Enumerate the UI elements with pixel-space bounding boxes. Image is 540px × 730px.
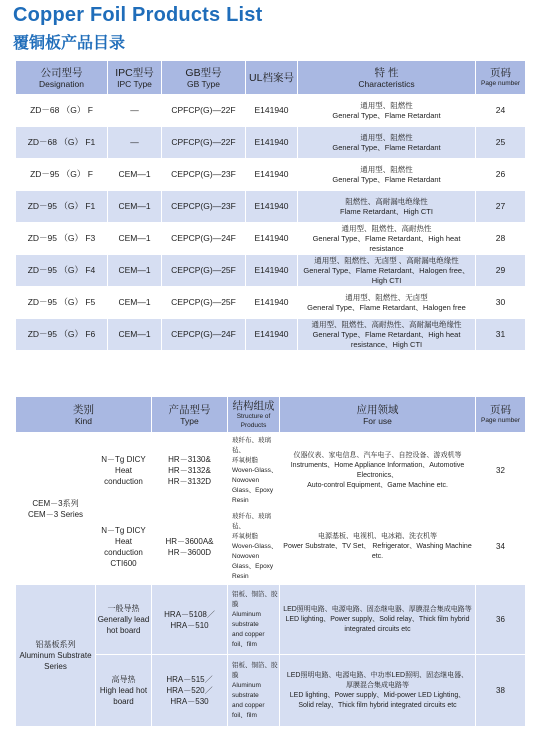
cell-subtype: 一般导热 Generally lead hot board [96,585,152,655]
cell-designation: ZD－95 （G） F4 [16,255,108,287]
cell-ul: E141940 [246,191,298,223]
cell-ipc: CEM—1 [108,255,162,287]
cell-for-use: LED照明电路、电源电路、固态继电器、厚膜混合集成电路等 LED lighting、Power supply、Solid relay、Thick film hybrid integrated circuits etc [280,585,476,655]
header-type: 产品型号 Type [152,397,228,433]
cell-structure: 玻纤布、玻璃毡、 环氧树脂 Woven-Glass、Nowoven Glass、Epoxy Resin [228,509,280,585]
table-row [16,433,526,509]
cell-gb: CPFCP(G)—22F [162,95,246,127]
header-gb-type: GB型号 GB Type [162,61,246,95]
cell-ul: E141940 [246,127,298,159]
cell-ipc: — [108,95,162,127]
copper-foil-products-table [15,60,526,351]
table-row [16,255,526,287]
cell-gb: CEPCP(G)—23F [162,159,246,191]
cell-ipc: CEM—1 [108,287,162,319]
cell-characteristics: 通用型、阻燃性 General Type、Flame Retardant [298,95,476,127]
cell-product-type: HR－3600A& HR－3600D [152,509,228,585]
cell-product-type: HRA－5108／ HRA－510 [152,585,228,655]
cell-ul: E141940 [246,223,298,255]
cell-gb: CEPCP(G)—23F [162,191,246,223]
cell-product-type: HR－3130& HR－3132& HR－3132D [152,433,228,509]
table-header-row [16,61,526,95]
cell-page: 27 [476,191,526,223]
cell-designation: ZD－68 （G） F1 [16,127,108,159]
cell-designation: ZD－95 （G） F6 [16,319,108,351]
cell-gb: CEPCP(G)—25F [162,255,246,287]
header-characteristics: 特 性 Characteristics [298,61,476,95]
cell-ipc: CEM—1 [108,223,162,255]
header-designation: 公司型号 Designation [16,61,108,95]
header-ipc-type: IPC型号 IPC Type [108,61,162,95]
header-for-use: 应用领域 For use [280,397,476,433]
cell-page: 38 [476,655,526,727]
table-row [16,127,526,159]
header-kind: 类别 Kind [16,397,152,433]
cell-gb: CEPCP(G)—24F [162,223,246,255]
header-page-number: 页码 Page number [476,61,526,95]
cell-structure: 玻纤布、玻璃毡、 环氧树脂 Woven-Glass、Nowoven Glass、Epoxy Resin [228,433,280,509]
table-row [16,223,526,255]
cell-structure: 铝板、铜箔、胶膜 Aluminum substrate and copper foil、film [228,655,280,727]
cell-subtype: 高导热 High lead hot board [96,655,152,727]
table-row [16,159,526,191]
cell-page: 25 [476,127,526,159]
page-title-zh: 覆铜板产品目录 [13,35,126,52]
cell-structure: 铝板、铜箔、胶膜 Aluminum substrate and copper foil、film [228,585,280,655]
cell-designation: ZD－95 （G） F1 [16,191,108,223]
header-structure: 结构组成 Structure of Products [228,397,280,433]
cell-subtype: N－Tg DICY Heat conduction CTI600 [96,509,152,585]
header-ul: UL档案号 [246,61,298,95]
cell-characteristics: 通用型、阻燃性 General Type、Flame Retardant [298,159,476,191]
cell-page: 24 [476,95,526,127]
cell-ul: E141940 [246,255,298,287]
table-row [16,191,526,223]
cell-designation: ZD－95 （G） F3 [16,223,108,255]
cell-characteristics: 阻燃性、高耐漏电绝缘性 Flame Retardant、High CTI [298,191,476,223]
cell-ipc: CEM—1 [108,191,162,223]
cell-page: 29 [476,255,526,287]
cell-kind-cem3: CEM－3系列 CEM－3 Series [16,433,96,585]
table-header-row [16,397,526,433]
cell-designation: ZD－68 （G） F [16,95,108,127]
cell-designation: ZD－95 （G） F [16,159,108,191]
cell-subtype: N－Tg DICY Heat conduction [96,433,152,509]
cell-ul: E141940 [246,319,298,351]
cell-ul: E141940 [246,159,298,191]
cell-gb: CEPCP(G)—25F [162,287,246,319]
cell-characteristics: 通用型、阻燃性、高耐热性、高耐漏电绝缘性 General Type、Flame Retardant、High heat resistance、High CTI [298,319,476,351]
cell-page: 28 [476,223,526,255]
cell-characteristics: 通用型、阻燃性 General Type、Flame Retardant [298,127,476,159]
cell-ipc: — [108,127,162,159]
page-title-en: Copper Foil Products List [13,4,263,26]
cell-characteristics: 通用型、阻燃性、高耐热性 General Type、Flame Retardant、High heat resistance [298,223,476,255]
cell-for-use: LED照明电路、电源电路、中功率LED照明、固态继电器、 厚膜混合集成电路等 LED lighting、Power supply、Mid-power LED Lighting、 Solid relay、Thick film hybrid integrated circuits etc [280,655,476,727]
cell-gb: CEPCP(G)—24F [162,319,246,351]
cell-ul: E141940 [246,95,298,127]
cell-characteristics: 通用型、阻燃性、无卤型 General Type、Flame Retardant、Halogen free [298,287,476,319]
cell-characteristics: 通用型、阻燃性、无卤型 、高耐漏电绝缘性 General Type、Flame Retardant、Halogen free、High CTI [298,255,476,287]
cell-kind-aluminum: 铝基板系列 Aluminum Substrate Series [16,585,96,727]
cell-for-use: 仪器仪表、家电信息、汽车电子、自控设备、游戏机等 Instruments、Home Appliance Information、Automotive Electronics、 Auto-control Equipment、Game Machine etc. [280,433,476,509]
cell-page: 31 [476,319,526,351]
cell-product-type: HRA－515／ HRA－520／ HRA－530 [152,655,228,727]
cell-gb: CPFCP(G)—22F [162,127,246,159]
cell-page: 34 [476,509,526,585]
table-row [16,287,526,319]
cell-page: 30 [476,287,526,319]
cell-for-use: 电源基板、电视机、电冰箱、洗衣机等 Power Substrate、TV Set、 Refrigerator、Washing Machine etc. [280,509,476,585]
cell-page: 32 [476,433,526,509]
cell-page: 26 [476,159,526,191]
cell-page: 36 [476,585,526,655]
table-row [16,585,526,655]
substrate-products-table [15,396,526,727]
cell-ipc: CEM—1 [108,159,162,191]
table-row [16,319,526,351]
table-row [16,95,526,127]
cell-ipc: CEM—1 [108,319,162,351]
cell-ul: E141940 [246,287,298,319]
cell-designation: ZD－95 （G） F5 [16,287,108,319]
header-page-number: 页码 Page number [476,397,526,433]
